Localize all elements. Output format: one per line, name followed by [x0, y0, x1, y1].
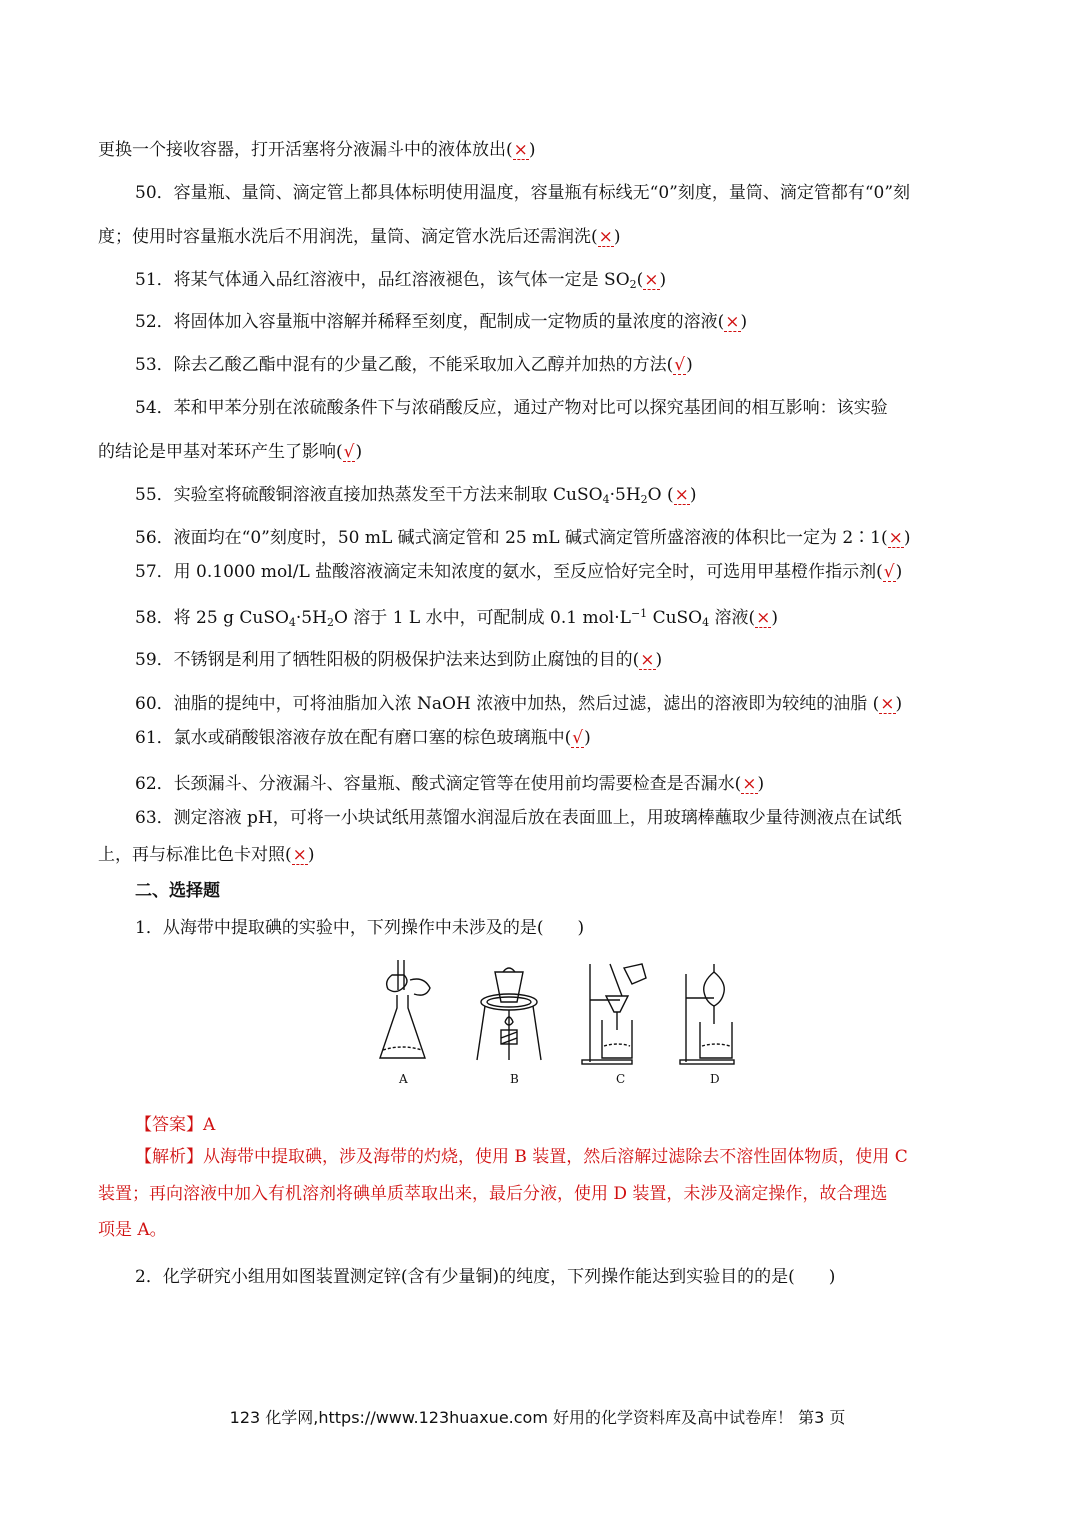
answer-label: 【答案】	[135, 1115, 203, 1135]
subscript: 4	[702, 616, 710, 629]
answer-mark: √	[572, 728, 584, 748]
page-footer: 123 化学网,https://www.123huaxue.com 好用的化学资料库及高中试卷库！ 第3 页	[229, 1408, 846, 1427]
apparatus-c-filtration	[582, 964, 646, 1064]
answer-mark: ×	[640, 650, 655, 670]
item-text: 更换一个接收容器，打开活塞将分液漏斗中的液体放出	[98, 140, 506, 160]
subscript: 2	[640, 493, 648, 506]
item-text: 将 25 g CuSO	[173, 608, 289, 628]
item-49-continuation: 更换一个接收容器，打开活塞将分液漏斗中的液体放出(×)	[98, 140, 536, 160]
superscript: −1	[630, 607, 648, 620]
item-number: 62．	[135, 774, 174, 794]
item-56: 56．液面均在“0”刻度时，50 mL 碱式滴定管和 25 mL 碱式滴定管所盛溶液的体积比一定为 2∶1(×)	[135, 528, 911, 548]
item-number: 50．	[135, 183, 174, 203]
apparatus-a-titration	[380, 960, 430, 1058]
answer-value: A	[203, 1115, 216, 1135]
item-number: 57．	[135, 562, 174, 582]
section-heading	[0, 876, 1075, 906]
item-number: 54．	[135, 398, 174, 418]
item-number: 63．	[135, 808, 174, 828]
question-text: 化学研究小组用如图装置测定锌(含有少量铜)的纯度，下列操作能达到实验目的的是( )	[162, 1267, 836, 1287]
answer-mark: ×	[674, 485, 689, 505]
item-text: 度；使用时容量瓶水洗后不用润洗，量筒、滴定管水洗后还需润洗	[98, 227, 591, 247]
item-number: 53．	[135, 355, 174, 375]
apparatus-d-separation	[680, 964, 734, 1064]
figure-label-a: A	[399, 1072, 408, 1086]
item-63-continuation: 上，再与标准比色卡对照(×)	[98, 845, 315, 865]
answer-mark: ×	[292, 845, 307, 865]
item-60: 60．油脂的提纯中，可将油脂加入浓 NaOH 浓液中加热，然后过滤，滤出的溶液即为较纯的油脂 (×)	[135, 694, 903, 714]
subscript: 4	[288, 616, 296, 629]
item-text: ·5H	[609, 485, 641, 505]
question-number: 2．	[135, 1267, 163, 1287]
item-text: 溶液	[709, 608, 749, 628]
item-text: O 溶于 1 L 水中，可配制成 0.1 mol·L	[333, 608, 631, 628]
question-text: 从海带中提取碘的实验中，下列操作中未涉及的是( )	[162, 918, 585, 938]
analysis-line-1	[0, 1142, 1075, 1172]
answer-mark: ×	[644, 270, 659, 290]
item-54-continuation: 的结论是甲基对苯环产生了影响(√)	[98, 442, 363, 462]
subscript: 2	[326, 616, 334, 629]
analysis-line-2	[0, 1179, 1075, 1209]
item-number: 61．	[135, 728, 174, 748]
answer	[0, 1110, 1075, 1140]
item-54	[0, 393, 1075, 423]
answer-mark: ×	[725, 312, 740, 332]
answer-mark: √	[674, 355, 686, 375]
item-text: 氯水或硝酸银溶液存放在配有磨口塞的棕色玻璃瓶中	[173, 728, 565, 748]
item-number: 58．	[135, 608, 174, 628]
subscript: 4	[602, 493, 610, 506]
item-58: 58．将 25 g $CuSO_4\cdot 5H_2O$ 溶于 1 L 水中，可配制成 0.1 $mol\cdot L^{-1}$ CuSO$_4$ 溶液(×)	[135, 607, 779, 629]
apparatus-drawing	[370, 960, 750, 1070]
answer-mark: ×	[880, 694, 895, 714]
item-text: CuSO	[647, 608, 703, 628]
item-number: 52．	[135, 312, 174, 332]
answer-mark: ×	[756, 608, 771, 628]
analysis-text: 从海带中提取碘，涉及海带的灼烧，使用 B 装置，然后溶解过滤除去不溶性固体物质，使用 C	[203, 1147, 908, 1167]
question-1	[0, 913, 1075, 943]
item-text: 容量瓶、量筒、滴定管上都具体标明使用温度，容量瓶有标线无“0”刻度，量筒、滴定管都有“0”刻	[173, 183, 911, 203]
answer-mark: ×	[513, 140, 528, 160]
item-text: O	[647, 485, 667, 505]
answer-mark: ×	[598, 227, 613, 247]
item-text: 实验室将硫酸铜溶液直接加热蒸发至干方法来制取 CuSO	[173, 485, 603, 505]
item-59: 59．不锈钢是利用了牺牲阳极的阴极保护法来达到防止腐蚀的目的(×)	[135, 650, 663, 670]
item-50-continuation: 度；使用时容量瓶水洗后不用润洗，量筒、滴定管水洗后还需润洗(×)	[98, 227, 621, 247]
item-52: 52．将固体加入容量瓶中溶解并稀释至刻度，配制成一定物质的量浓度的溶液(×)	[135, 312, 748, 332]
question-2	[0, 1262, 1075, 1292]
analysis-text: 项是 A。	[98, 1220, 167, 1240]
item-number: 51．	[135, 270, 174, 290]
item-text: 用 0.1000 mol/L 盐酸溶液滴定未知浓度的氨水，至反应恰好完全时，可选用甲基橙作指示剂	[173, 562, 877, 582]
figure-label-c: C	[616, 1072, 626, 1086]
answer-mark: ×	[742, 774, 757, 794]
item-text: 上，再与标准比色卡对照	[98, 845, 285, 865]
figure-label-d: D	[710, 1072, 720, 1086]
item-number: 56．	[135, 528, 174, 548]
item-number: 55．	[135, 485, 174, 505]
item-text: 液面均在“0”刻度时，50 mL 碱式滴定管和 25 mL 碱式滴定管所盛溶液的体积比一定为 2∶1	[173, 528, 881, 548]
analysis-label: 【解析】	[135, 1147, 203, 1167]
answer-mark: √	[883, 562, 895, 582]
item-number: 60．	[135, 694, 174, 714]
item-text: 测定溶液 pH，可将一小块试纸用蒸馏水润湿后放在表面皿上，用玻璃棒蘸取少量待测液点在试纸	[173, 808, 902, 828]
item-text: 不锈钢是利用了牺牲阳极的阴极保护法来达到防止腐蚀的目的	[173, 650, 633, 670]
figure-label-b: B	[510, 1072, 519, 1086]
question-number: 1．	[135, 918, 163, 938]
item-text: 长颈漏斗、分液漏斗、容量瓶、酸式滴定管等在使用前均需要检查是否漏水	[173, 774, 735, 794]
item-57: 57．用 0.1000 mol/L 盐酸溶液滴定未知浓度的氨水，至反应恰好完全时，可选用甲基橙作指示剂(√)	[135, 562, 903, 582]
subscript: 2	[629, 278, 637, 291]
section-title: 二、选择题	[135, 881, 220, 901]
answer-mark: ×	[888, 528, 903, 548]
item-number: 59．	[135, 650, 174, 670]
item-53: 53．除去乙酸乙酯中混有的少量乙酸，不能采取加入乙醇并加热的方法(√)	[135, 355, 693, 375]
item-text: 将固体加入容量瓶中溶解并稀释至刻度，配制成一定物质的量浓度的溶液	[173, 312, 718, 332]
analysis-line-3	[0, 1215, 1075, 1245]
item-55: 55．实验室将硫酸铜溶液直接加热蒸发至干方法来制取 $CuSO_4\cdot 5H_2O$ (×)	[135, 485, 697, 506]
item-61: 61．氯水或硝酸银溶液存放在配有磨口塞的棕色玻璃瓶中(√)	[135, 728, 591, 748]
analysis-text: 装置；再向溶液中加入有机溶剂将碘单质萃取出来，最后分液，使用 D 装置，未涉及滴定操作，故合理选	[98, 1184, 888, 1204]
item-62: 62．长颈漏斗、分液漏斗、容量瓶、酸式滴定管等在使用前均需要检查是否漏水(×)	[135, 774, 765, 794]
item-50	[0, 178, 1075, 208]
item-text: 油脂的提纯中，可将油脂加入浓 NaOH 浓液中加热，然后过滤，滤出的溶液即为较纯的油脂	[173, 694, 873, 714]
item-51: 51．将某气体通入品红溶液中，品红溶液褪色，该气体一定是 $SO_2(\times)$	[135, 270, 667, 291]
apparatus-figure	[370, 960, 750, 1090]
item-text: 除去乙酸乙酯中混有的少量乙酸，不能采取加入乙醇并加热的方法	[173, 355, 667, 375]
apparatus-b-crucible	[477, 968, 541, 1060]
item-text: 将某气体通入品红溶液中，品红溶液褪色，该气体一定是 SO	[173, 270, 630, 290]
item-text: ·5H	[295, 608, 327, 628]
item-text: 苯和甲苯分别在浓硫酸条件下与浓硝酸反应，通过产物对比可以探究基团间的相互影响：该实验	[173, 398, 888, 418]
item-text: 的结论是甲基对苯环产生了影响	[98, 442, 336, 462]
answer-mark: √	[343, 442, 355, 462]
item-63	[0, 803, 1075, 833]
